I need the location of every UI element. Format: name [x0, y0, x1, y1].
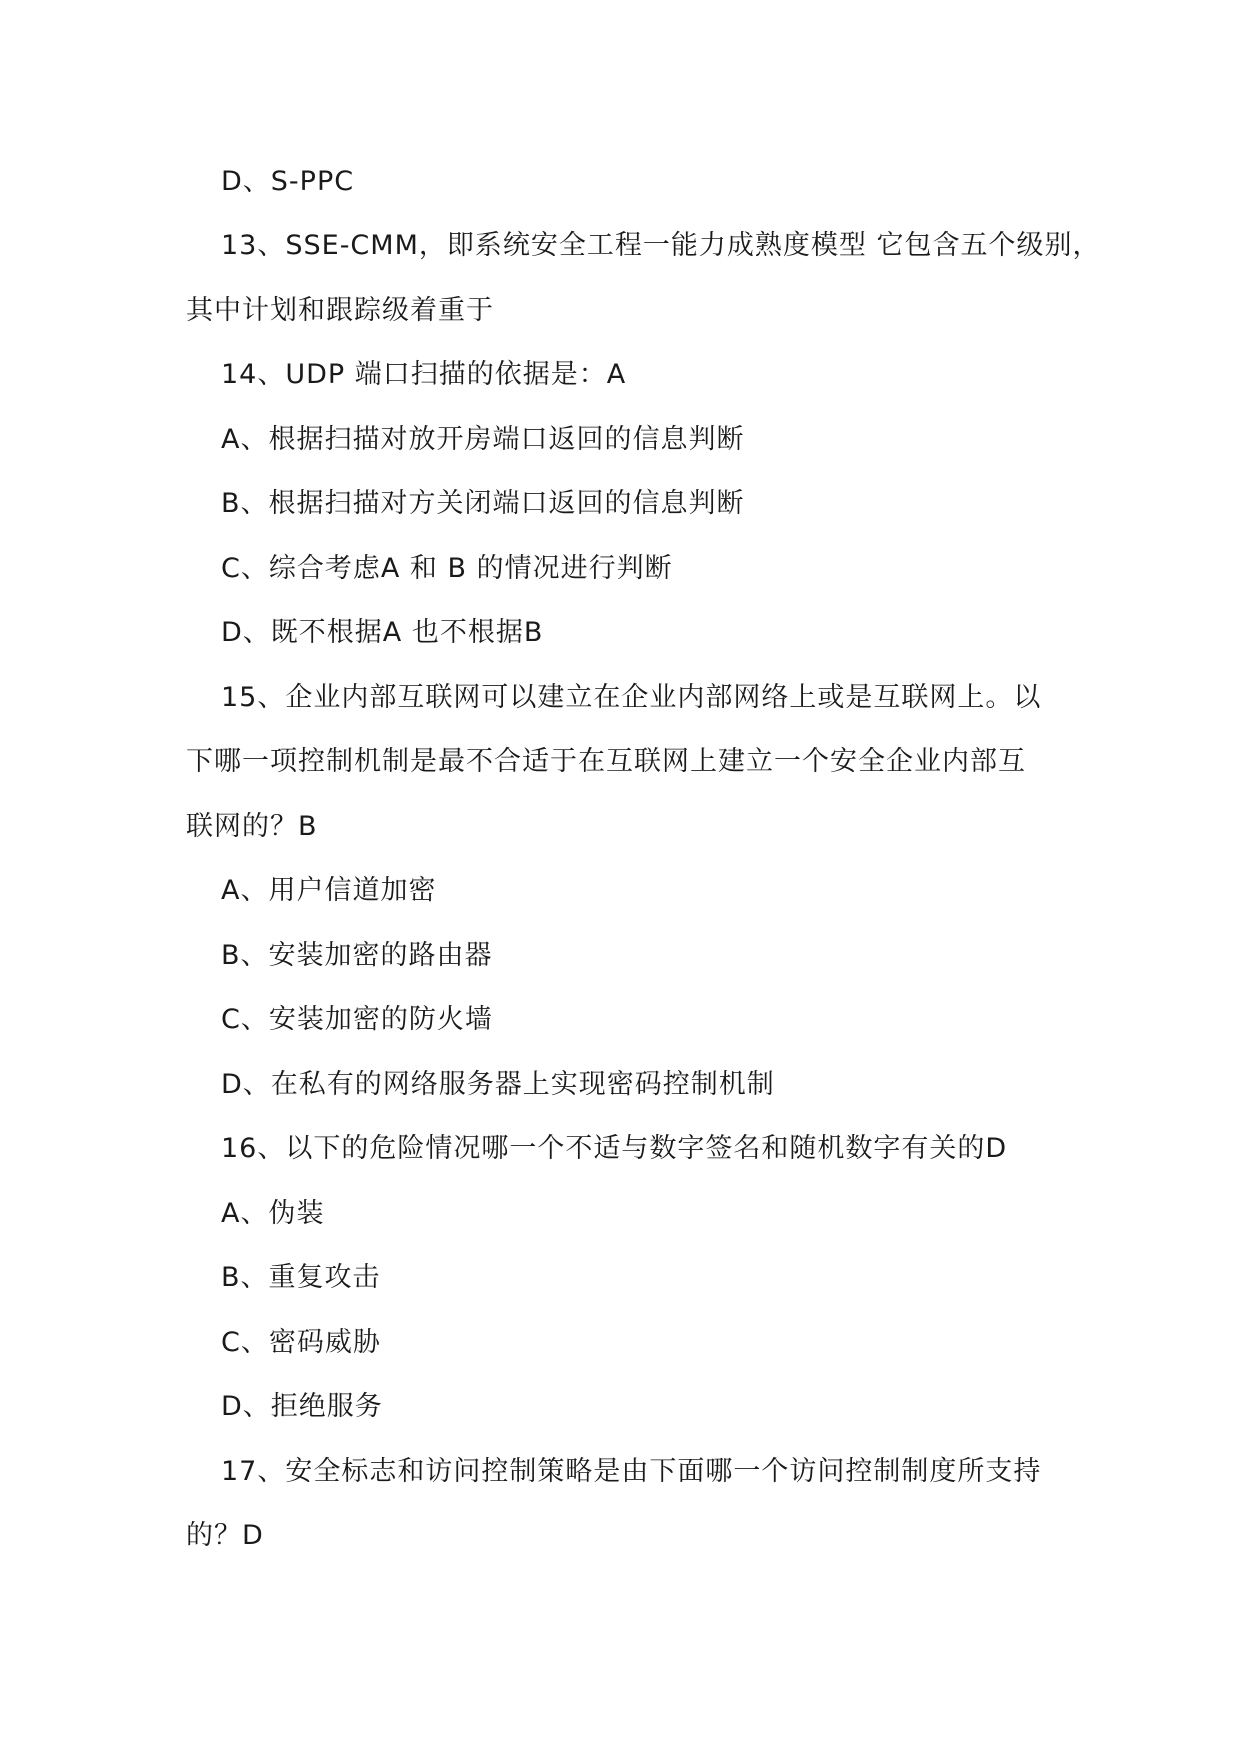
question-15-line-1: 15、企业内部互联网可以建立在企业内部网络上或是互联网上。以 [221, 682, 1042, 713]
question-15-line-3: 联网的？B [186, 811, 318, 842]
question-17-line-1: 17、安全标志和访问控制策略是由下面哪一个访问控制制度所支持 [221, 1456, 1042, 1487]
question-13-line-2: 其中计划和跟踪级着重于 [186, 295, 494, 326]
question-17-line-2: 的？D [186, 1520, 264, 1551]
option-b-q15: B、安装加密的路由器 [221, 940, 493, 971]
option-c-q16: C、密码威胁 [221, 1327, 381, 1358]
option-a-q15: A、用户信道加密 [221, 875, 437, 906]
question-16: 16、以下的危险情况哪一个不适与数字签名和随机数字有关的D [221, 1133, 1008, 1164]
option-c-q15: C、安装加密的防火墙 [221, 1004, 493, 1035]
option-d-q15: D、在私有的网络服务器上实现密码控制机制 [221, 1069, 775, 1100]
option-b-q16: B、重复攻击 [221, 1262, 381, 1293]
question-15-line-2: 下哪一项控制机制是最不合适于在互联网上建立一个安全企业内部互 [186, 746, 1026, 777]
option-a-q14: A、根据扫描对放开房端口返回的信息判断 [221, 424, 745, 455]
option-a-q16: A、伪装 [221, 1198, 325, 1229]
option-d-q14: D、既不根据A 也不根据B [221, 617, 544, 648]
question-13-line-1: 13、SSE-CMM，即系统安全工程一能力成熟度模型 它包含五个级别， [221, 230, 1101, 261]
option-d-q16: D、拒绝服务 [221, 1391, 383, 1422]
question-14: 14、UDP 端口扫描的依据是：A [221, 359, 627, 390]
option-c-q14: C、综合考虑A 和 B 的情况进行判断 [221, 553, 673, 584]
option-d-q12: D、S-PPC [221, 166, 355, 197]
option-b-q14: B、根据扫描对方关闭端口返回的信息判断 [221, 488, 745, 519]
